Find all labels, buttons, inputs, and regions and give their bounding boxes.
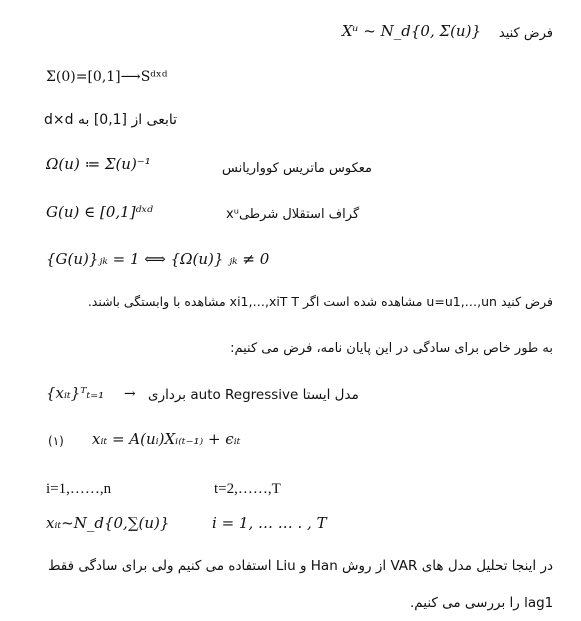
formula-graph-equivalence: {G(u)}ⱼₖ = 1 ⟺ {Ω(u)} ⱼₖ ≠ 0 (46, 250, 270, 268)
text-han-liu-method: در اینجا تحلیل مدل های VAR از روش Han و Liu استفاده می کنیم ولی برای سادگی فقط (47, 558, 553, 574)
text-function-of: تابعی از [0,1] به d×d (44, 112, 178, 128)
index-range-t: t=2,……,T (214, 481, 281, 497)
equation-number: (۱) (48, 434, 64, 448)
index-range-i: i=1,……,n (46, 481, 112, 497)
text-inverse-covariance: معکوس ماتریس کوواریانس (222, 161, 373, 176)
text-lag1-review: lag1 را بررسی می کنیم. (410, 595, 554, 611)
text-specifically: به طور خاص برای سادگی در این پایان نامه، فرض می کنیم: (230, 341, 553, 356)
formula-var-equation: xᵢₜ = A(uᵢ)Xᵢ₍ₜ₋₁₎ + ϵᵢₜ (92, 430, 241, 448)
formula-xu-normal: Xᵘ ~ N_d{0, Σ(u)} (341, 22, 481, 40)
arrow-symbol: → (124, 386, 136, 402)
formula-graph-def: G(u) ∈ [0,1]ᵈˣᵈ (46, 203, 153, 221)
formula-omega-def: Ω(u) ≔ Σ(u)⁻¹ (46, 155, 151, 173)
formula-index-range: i = 1, … … . , T (212, 514, 327, 532)
formula-sigma-map: Σ(0)=[0,1]⟶Sᵈˣᵈ (46, 69, 168, 85)
formula-series-set: {xᵢₜ}ᵀₜ₌₁ (46, 384, 105, 402)
text-conditional-independence-graph: گراف استقلال شرطیxᵘ (226, 207, 360, 222)
formula-noise-distribution: xᵢₜ~N_d{0,∑(u)} (46, 514, 170, 532)
text-observation-assumption: فرض کنید u=u1,…,un مشاهده شده است اگر xi1,…,xiT T مشاهده با وابستگی باشند. (87, 294, 553, 309)
text-assume: فرض کنید (498, 26, 553, 41)
text-var-model: مدل ایستا auto Regressive برداری (148, 387, 359, 403)
